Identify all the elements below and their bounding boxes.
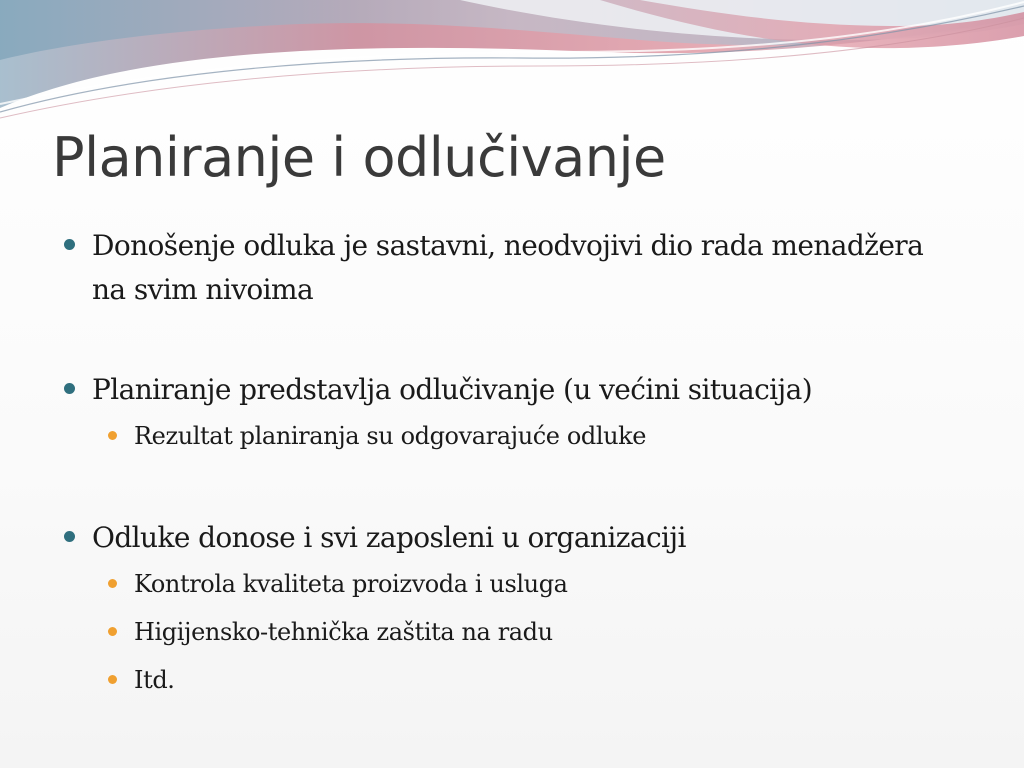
spacer (62, 312, 962, 368)
bullet-text: Odluke donose i svi zaposleni u organizaciji (92, 521, 686, 554)
sub-bullet-text: Rezultat planiranja su odgovarajuće odluke (134, 422, 647, 450)
bullet-item (62, 224, 962, 312)
bullet-dot-icon (64, 383, 75, 394)
decorative-wave-header (0, 0, 1024, 130)
sub-bullet-item (106, 656, 962, 704)
sub-bullet-text: Itd. (134, 666, 175, 694)
bullet-dot-icon (64, 531, 75, 542)
spacer (62, 460, 962, 516)
bullet-dot-icon (64, 239, 75, 250)
sub-bullet-dot-icon (108, 675, 117, 684)
sub-bullet-dot-icon (108, 627, 117, 636)
slide-title: Planiranje i odlučivanje (52, 126, 666, 189)
sub-bullet-text: Kontrola kvaliteta proizvoda i usluga (134, 570, 568, 598)
sub-bullet-item (106, 560, 962, 608)
bullet-item (62, 368, 962, 412)
bullet-text: Planiranje predstavlja odlučivanje (u većini situacija) (92, 373, 813, 406)
sub-bullet-dot-icon (108, 431, 117, 440)
bullet-item (62, 516, 962, 560)
slide-content (62, 224, 962, 704)
sub-bullet-dot-icon (108, 579, 117, 588)
sub-bullet-text: Higijensko-tehnička zaštita na radu (134, 618, 553, 646)
sub-bullet-item (106, 608, 962, 656)
bullet-text: Donošenje odluka je sastavni, neodvojivi dio rada menadžera na svim nivoima (92, 229, 924, 306)
sub-bullet-item (106, 412, 962, 460)
